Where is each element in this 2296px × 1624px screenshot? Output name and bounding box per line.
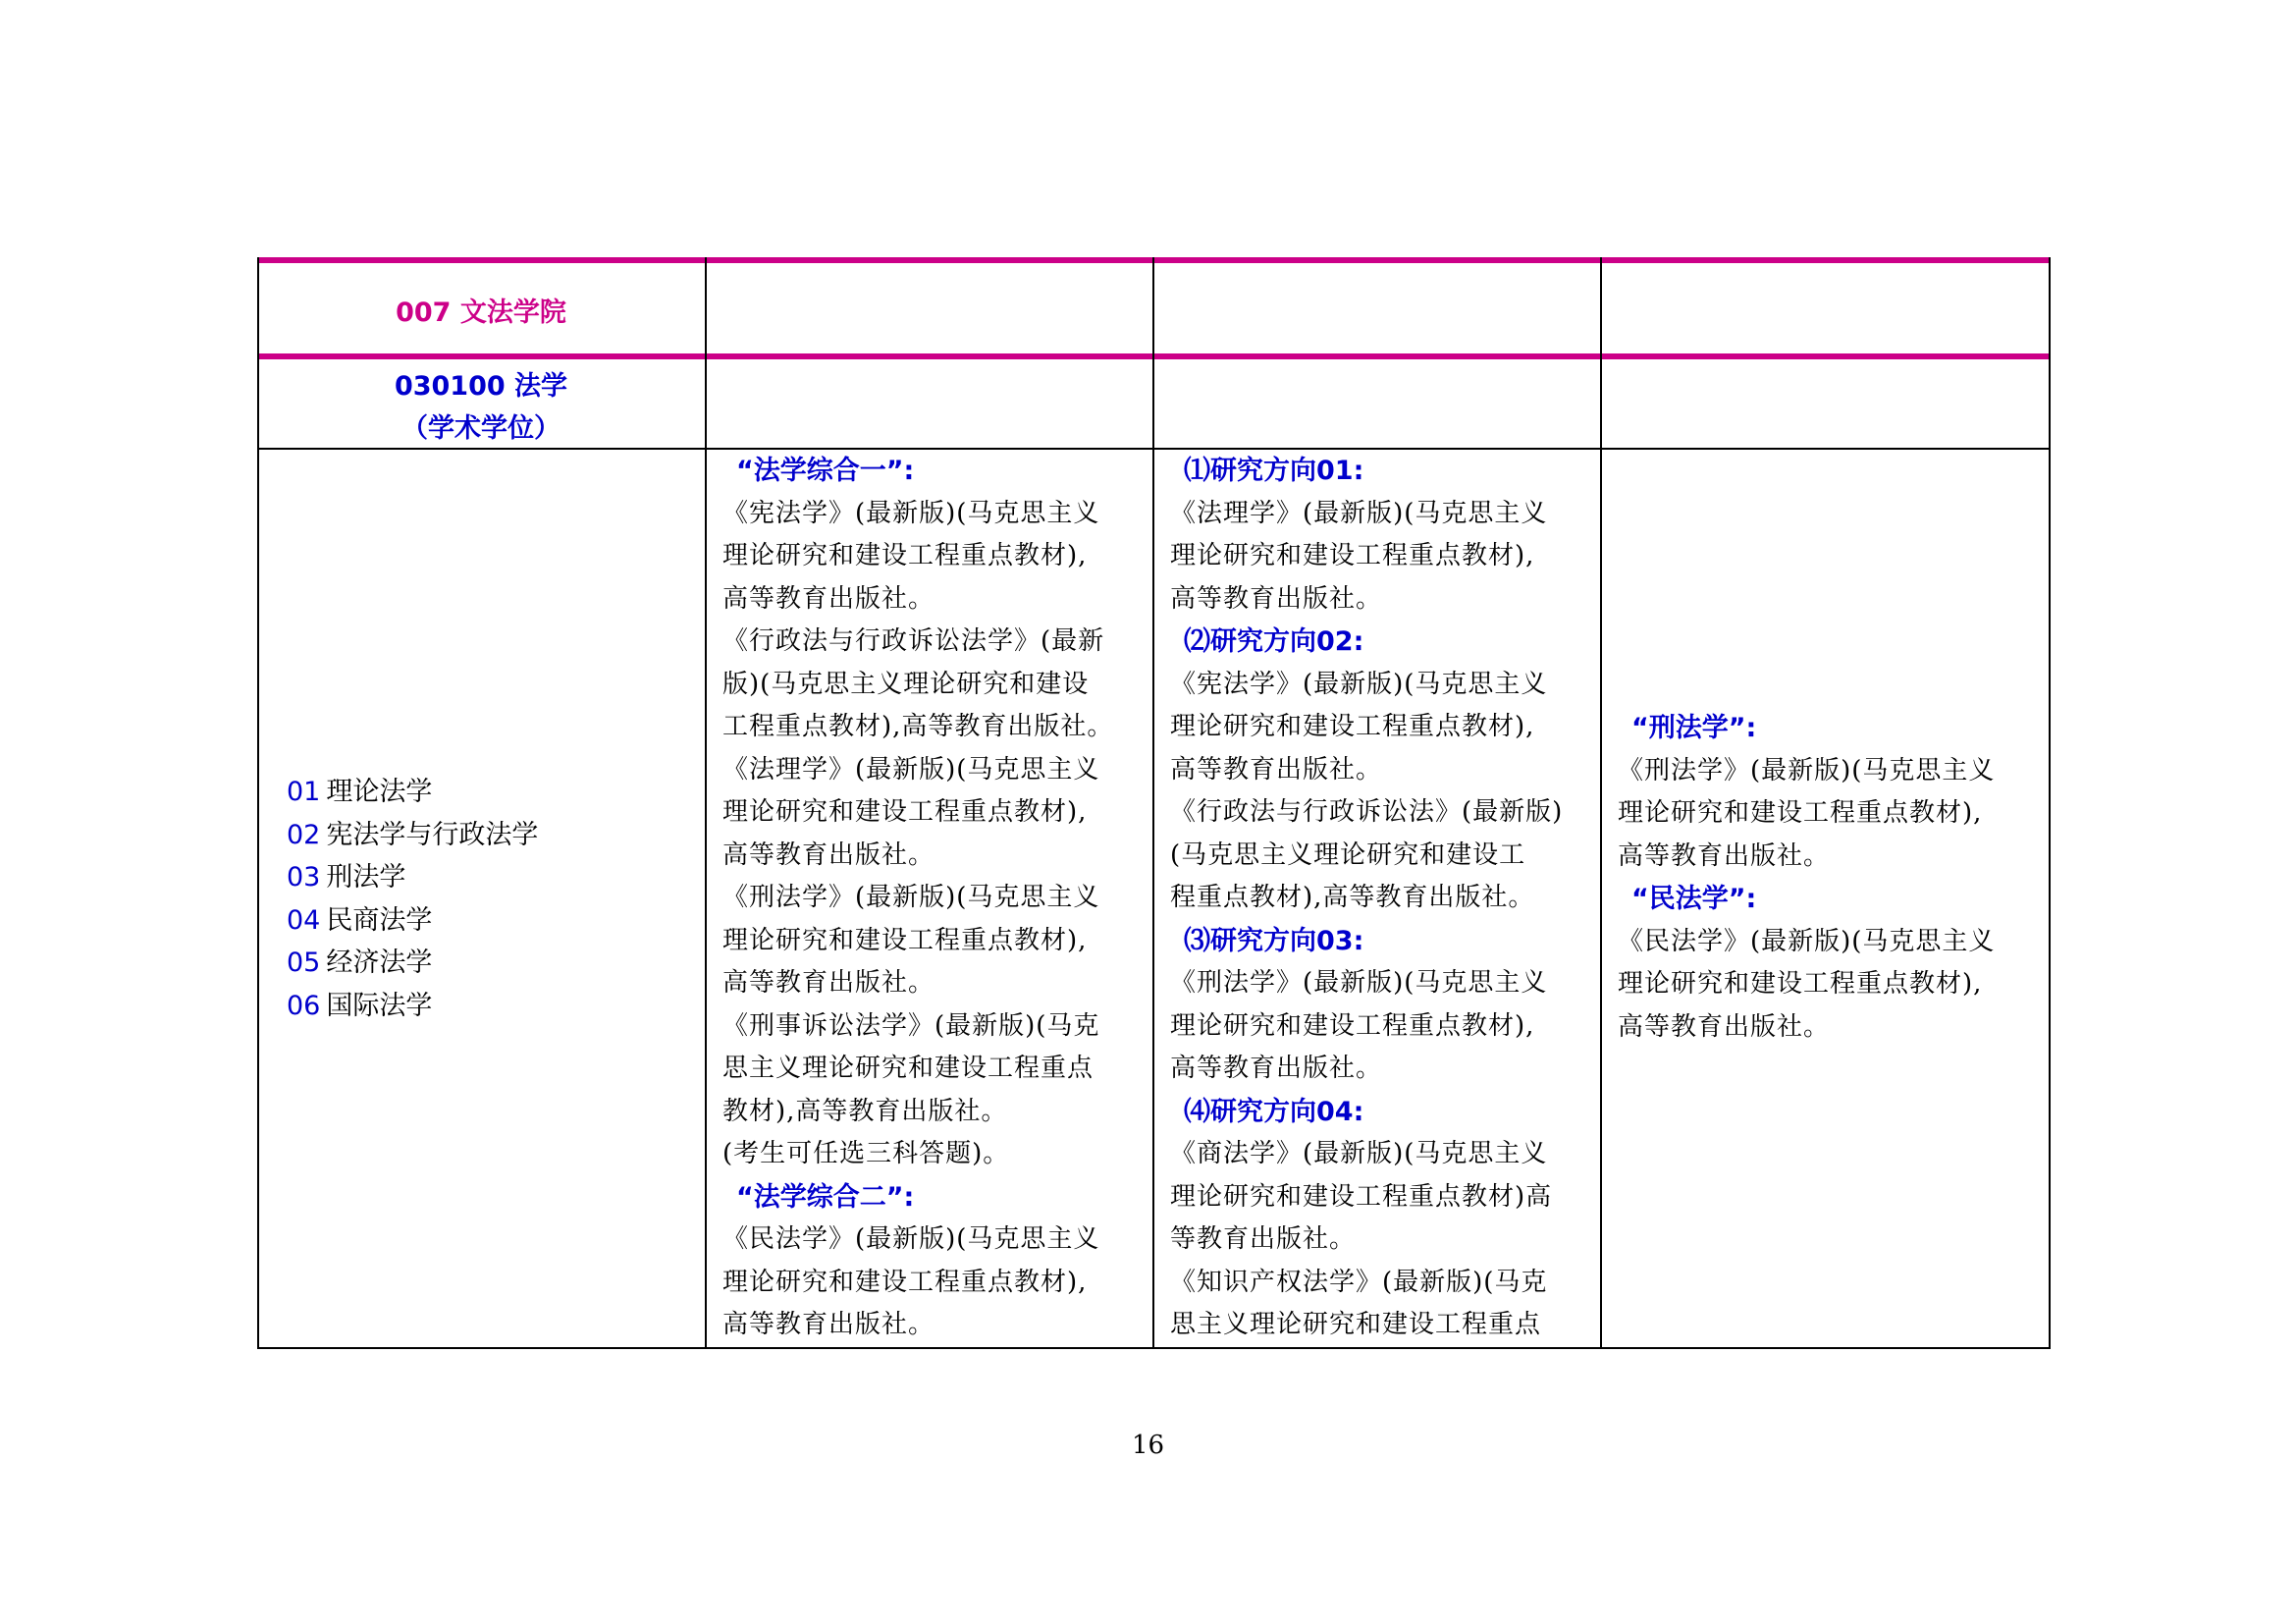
reference-line: 高等教育出版社。 bbox=[1618, 840, 1831, 871]
direction-code: 02 bbox=[287, 819, 321, 850]
reference-line: 程重点教材),高等教育出版社。 bbox=[1170, 883, 1535, 912]
section-heading: “民法学”: bbox=[1631, 884, 1757, 914]
reference-line: 理论研究和建设工程重点教材), bbox=[1618, 798, 1983, 828]
direction-item bbox=[287, 771, 538, 814]
reference-line: 理论研究和建设工程重点教材), bbox=[1170, 541, 1535, 570]
reference-line: 理论研究和建设工程重点教材), bbox=[722, 1267, 1088, 1297]
direction-code: 01 bbox=[287, 777, 321, 807]
direction-code: 04 bbox=[287, 904, 321, 936]
department-title: 007 文法学院 bbox=[396, 298, 566, 328]
major-code-name: 030100 法学 bbox=[394, 371, 568, 402]
reference-line: 高等教育出版社。 bbox=[1170, 1054, 1383, 1083]
direction-item bbox=[287, 814, 538, 857]
retest-subjects-column bbox=[1170, 450, 1563, 1347]
direction-name: 经济法学 bbox=[326, 947, 433, 978]
direction-name: 刑法学 bbox=[326, 862, 406, 893]
reference-line: 《法理学》(最新版)(马克思主义 bbox=[722, 754, 1100, 785]
reference-line: (马克思主义理论研究和建设工 bbox=[1170, 839, 1526, 870]
section-heading: ⑷研究方向04: bbox=[1184, 1096, 1364, 1127]
reference-line: 高等教育出版社。 bbox=[1170, 754, 1383, 785]
reference-line: 《商法学》(最新版)(马克思主义 bbox=[1170, 1139, 1548, 1168]
column-divider-1 bbox=[705, 257, 707, 1349]
direction-code: 03 bbox=[287, 862, 321, 893]
degree-type: （学术学位） bbox=[401, 413, 561, 444]
catalog-table bbox=[257, 257, 2051, 1349]
reference-line: 高等教育出版社。 bbox=[722, 968, 935, 998]
reference-line: 《行政法与行政诉讼法学》(最新 bbox=[722, 626, 1105, 656]
reference-line: (考生可任选三科答题)。 bbox=[722, 1139, 1010, 1168]
exam-subjects-column bbox=[722, 450, 1113, 1347]
section-heading: ⑵研究方向02: bbox=[1184, 626, 1364, 657]
direction-item bbox=[287, 985, 538, 1028]
section-heading: “法学综合一”: bbox=[736, 456, 915, 486]
reference-line: 版)(马克思主义理论研究和建设 bbox=[722, 669, 1090, 699]
direction-item bbox=[287, 942, 538, 985]
page-number: 16 bbox=[1131, 1431, 1165, 1460]
section-heading: ⑶研究方向03: bbox=[1184, 925, 1364, 956]
reference-line: 《民法学》(最新版)(马克思主义 bbox=[1618, 926, 1996, 956]
research-directions-list bbox=[287, 771, 538, 1027]
reference-line: 高等教育出版社。 bbox=[722, 839, 935, 870]
reference-line: 理论研究和建设工程重点教材), bbox=[722, 541, 1088, 570]
direction-name: 国际法学 bbox=[326, 990, 433, 1021]
direction-code: 06 bbox=[287, 990, 321, 1021]
reference-line: 《宪法学》(最新版)(马克思主义 bbox=[722, 498, 1100, 528]
direction-item bbox=[287, 899, 538, 943]
reference-line: 《知识产权法学》(最新版)(马克 bbox=[1170, 1267, 1548, 1297]
direction-name: 民商法学 bbox=[326, 904, 433, 936]
reference-line: 《行政法与行政诉讼法》(最新版) bbox=[1170, 797, 1564, 827]
reference-line: 工程重点教材),高等教育出版社。 bbox=[722, 712, 1114, 741]
column-divider-2 bbox=[1152, 257, 1154, 1349]
reference-line: 教材),高等教育出版社。 bbox=[722, 1096, 1008, 1126]
reference-line: 《刑事诉讼法学》(最新版)(马克 bbox=[722, 1010, 1100, 1041]
reference-line: 高等教育出版社。 bbox=[1618, 1011, 1831, 1042]
column-divider-3 bbox=[1600, 257, 1602, 1349]
major-title bbox=[257, 365, 705, 450]
section-heading: “法学综合二”: bbox=[736, 1181, 915, 1213]
reference-line: 《刑法学》(最新版)(马克思主义 bbox=[1170, 968, 1548, 998]
reference-line: 理论研究和建设工程重点教材)高 bbox=[1170, 1181, 1553, 1212]
table-right-border bbox=[2049, 257, 2051, 1349]
reference-line: 思主义理论研究和建设工程重点 bbox=[1170, 1310, 1542, 1339]
reference-line: 理论研究和建设工程重点教材), bbox=[722, 925, 1088, 955]
section-heading: ⑴研究方向01: bbox=[1184, 456, 1364, 486]
direction-name: 理论法学 bbox=[326, 777, 433, 807]
reference-line: 《刑法学》(最新版)(马克思主义 bbox=[1618, 755, 1996, 785]
reference-line: 理论研究和建设工程重点教材), bbox=[1170, 1010, 1535, 1041]
direction-code: 05 bbox=[287, 947, 321, 978]
reference-line: 《刑法学》(最新版)(马克思主义 bbox=[722, 883, 1100, 912]
reference-line: 高等教育出版社。 bbox=[722, 583, 935, 614]
reference-line: 《法理学》(最新版)(马克思主义 bbox=[1170, 498, 1548, 528]
equivalent-subjects-column bbox=[1618, 707, 1995, 1049]
section-heading: “刑法学”: bbox=[1631, 713, 1757, 743]
reference-line: 理论研究和建设工程重点教材), bbox=[1170, 712, 1535, 741]
reference-line: 理论研究和建设工程重点教材), bbox=[1618, 969, 1983, 999]
reference-line: 《宪法学》(最新版)(马克思主义 bbox=[1170, 669, 1548, 699]
reference-line: 思主义理论研究和建设工程重点 bbox=[722, 1054, 1095, 1083]
reference-line: 理论研究和建设工程重点教材), bbox=[722, 797, 1088, 827]
direction-name: 宪法学与行政法学 bbox=[326, 819, 539, 850]
direction-item bbox=[287, 856, 538, 899]
reference-line: 高等教育出版社。 bbox=[1170, 583, 1383, 614]
reference-line: 《民法学》(最新版)(马克思主义 bbox=[722, 1224, 1100, 1254]
reference-line: 高等教育出版社。 bbox=[722, 1310, 935, 1339]
reference-line: 等教育出版社。 bbox=[1170, 1224, 1357, 1254]
